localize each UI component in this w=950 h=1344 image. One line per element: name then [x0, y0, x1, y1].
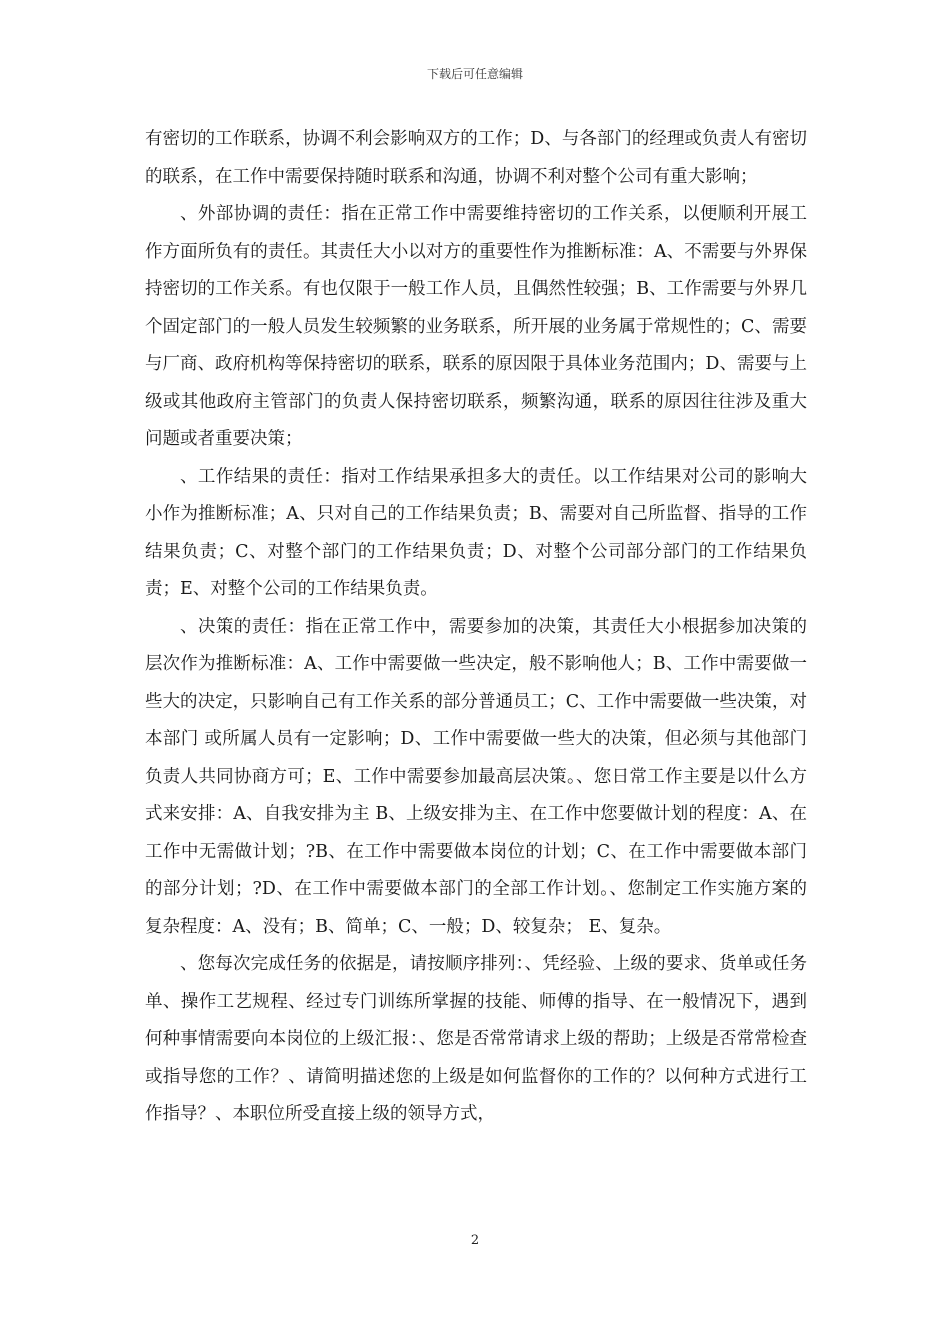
paragraph-3: 、工作结果的责任：指对工作结果承担多大的责任。以工作结果对公司的影响大小作为推断标准；A、只对自己的工作结果负责；B、需要对自己所监督、指导的工作结果负责；C、对整个部门的工作结果负责；D、对整个公司部分部门的工作结果负责；E、对整个公司的工作结果负责。 — [145, 466, 807, 599]
document-body — [145, 121, 807, 1134]
paragraph-5: 、您每次完成任务的依据是，请按顺序排列：、凭经验、上级的要求、货单或任务单、操作工艺规程、经过专门训练所掌握的技能、师傅的指导、在一般情况下，遇到何种事情需要向本岗位的上级汇报：、您是否常常请求上级的帮助；上级是否常常检查或指导您的工作？、请简明描述您的上级是如何监督你的工作的？以何种方式进行工作指导？、本职位所受直接上级的领导方式， — [145, 954, 807, 1124]
page-header: 下载后可任意编辑 — [426, 67, 523, 81]
paragraph-1: 有密切的工作联系，协调不利会影响双方的工作；D、与各部门的经理或负责人有密切的联系，在工作中需要保持随时联系和沟通，协调不利对整个公司有重大影响； — [145, 129, 807, 187]
paragraph-4: 、决策的责任：指在正常工作中，需要参加的决策，其责任大小根据参加决策的层次作为推断标准：A、工作中需要做一些决定，般不影响他人；B、工作中需要做一些大的决定，只影响自己有工作关系的部分普通员工；C、工作中需要做一些决策，对本部门 或所属人员有一定影响；D、工作中需要做一些大的决策，但必须与其他部门负责人共同协商方可；E、工作中需要参加最高层决策。、您日常工作主要是以什么方式来安排：A、自我安排为主 B、上级安排为主、在工作中您要做计划的程度：A、在工作中无需做计划；?B、在工作中需要做本岗位的计划；C、在工作中需要做本部门的部分计划；?D、在工作中需要做本部门的全部工作计划。、您制定工作实施方案的复杂程度：A、没有；B、简单；C、一般；D、较复杂； E、复杂。 — [145, 616, 807, 937]
page-number: 2 — [470, 1233, 480, 1248]
paragraph-2: 、外部协调的责任：指在正常工作中需要维持密切的工作关系，以便顺利开展工作方面所负有的责任。其责任大小以对方的重要性作为推断标准：A、不需要与外界保持密切的工作关系。有也仅限于一般工作人员，且偶然性较强；B、工作需要与外界几个固定部门的一般人员发生较频繁的业务联系，所开展的业务属于常规性的；C、需要与厂商、政府机构等保持密切的联系，联系的原因限于具体业务范围内；D、需要与上级或其他政府主管部门的负责人保持密切联系，频繁沟通，联系的原因往往涉及重大问题或者重要决策； — [145, 204, 807, 449]
